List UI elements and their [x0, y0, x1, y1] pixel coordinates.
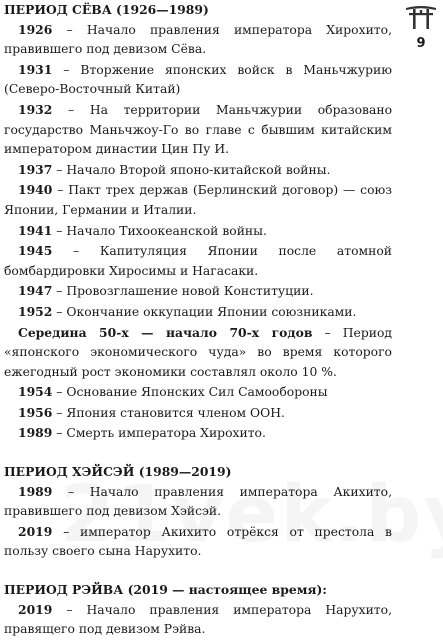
entry-1989-heisei: [4, 482, 392, 522]
entry-year: 1989: [18, 425, 53, 441]
entry-year: 1952: [18, 303, 53, 319]
entry-text: – Основание Японских Сил Самообороны: [52, 385, 328, 400]
entry-text: – Япония становится членом ООН.: [52, 405, 285, 420]
entry-1926: [4, 20, 392, 60]
torii-gate-icon: [405, 4, 437, 30]
entry-text: – На территории Маньчжурии образовано государство Маньчжоу-Го во главе с бывшим китайским императором династии Цин Пу И.: [4, 102, 392, 157]
entry-text: – император Акихито отрёкся от престола в пользу своего сына Нарухито.: [4, 524, 392, 559]
entry-1989-showa: [4, 423, 392, 444]
entry-year: 1940: [18, 182, 53, 198]
entry-1956: [4, 403, 392, 424]
entry-1945: [4, 241, 392, 281]
entry-1952: [4, 302, 392, 323]
entry-2019-reiwa: [4, 600, 392, 640]
entry-year: 1932: [18, 101, 53, 117]
entry-text: – Начало Тихоокеанской войны.: [52, 223, 267, 238]
entry-economic-miracle: [4, 323, 392, 383]
page-text: [4, 0, 392, 640]
section-title-reiwa: ПЕРИОД РЭЙВА (2019 — настоящее время):: [4, 582, 327, 598]
entry-year: 1956: [18, 404, 53, 420]
entry-year: Середина 50-х — начало 70-х годов: [18, 324, 313, 340]
page-margin: [399, 0, 443, 600]
entry-1940: [4, 180, 392, 220]
entry-1937: [4, 160, 392, 181]
entry-year: 1945: [18, 243, 53, 259]
entry-year: 2019: [18, 523, 53, 539]
entry-text: – Провозглашение новой Конституции.: [52, 284, 314, 299]
entry-text: – Начало правления императора Нарухито, правящего под девизом Рэйва.: [4, 602, 392, 637]
entry-1932: [4, 100, 392, 160]
page-number: 9: [416, 36, 426, 51]
entry-text: – Начало Второй японо-китайской войны.: [52, 162, 331, 177]
entry-year: 1926: [18, 21, 53, 37]
entry-year: 1931: [18, 61, 53, 77]
entry-text: – Период «японского экономического чуда» во время которого ежегодный рост экономики составлял около 10 %.: [4, 325, 392, 379]
entry-year: 2019: [18, 601, 53, 617]
entry-text: – Начало правления императора Хирохито, правившего под девизом Сёва.: [4, 22, 392, 57]
entry-1941: [4, 221, 392, 242]
entry-text: – Смерть императора Хирохито.: [52, 426, 266, 441]
entry-text: – Пакт трех держав (Берлинский договор) — союз Японии, Германии и Италии.: [4, 183, 392, 217]
entry-year: 1941: [18, 222, 53, 238]
entry-year: 1954: [18, 384, 53, 400]
entry-text: – Окончание оккупации Японии союзниками.: [52, 304, 357, 319]
entry-text: – Начало правления императора Акихито, правившего под девизом Хэйсэй.: [4, 484, 392, 519]
section-title-heisei: ПЕРИОД ХЭЙСЭЙ (1989—2019): [4, 464, 232, 480]
entry-2019-heisei: [4, 522, 392, 562]
entry-1931: [4, 60, 392, 100]
entry-1947: [4, 281, 392, 302]
entry-year: 1937: [18, 161, 53, 177]
entry-1954: [4, 382, 392, 403]
section-title-showa: ПЕРИОД СЁВА (1926—1989): [4, 2, 209, 17]
entry-text: – Вторжение японских войск в Маньчжурию (Северо-Восточный Китай): [4, 62, 392, 97]
entry-year: 1947: [18, 283, 53, 299]
entry-text: – Капитуляция Японии после атомной бомбардировки Хиросимы и Нагасаки.: [4, 244, 392, 278]
entry-year: 1989: [18, 483, 53, 499]
